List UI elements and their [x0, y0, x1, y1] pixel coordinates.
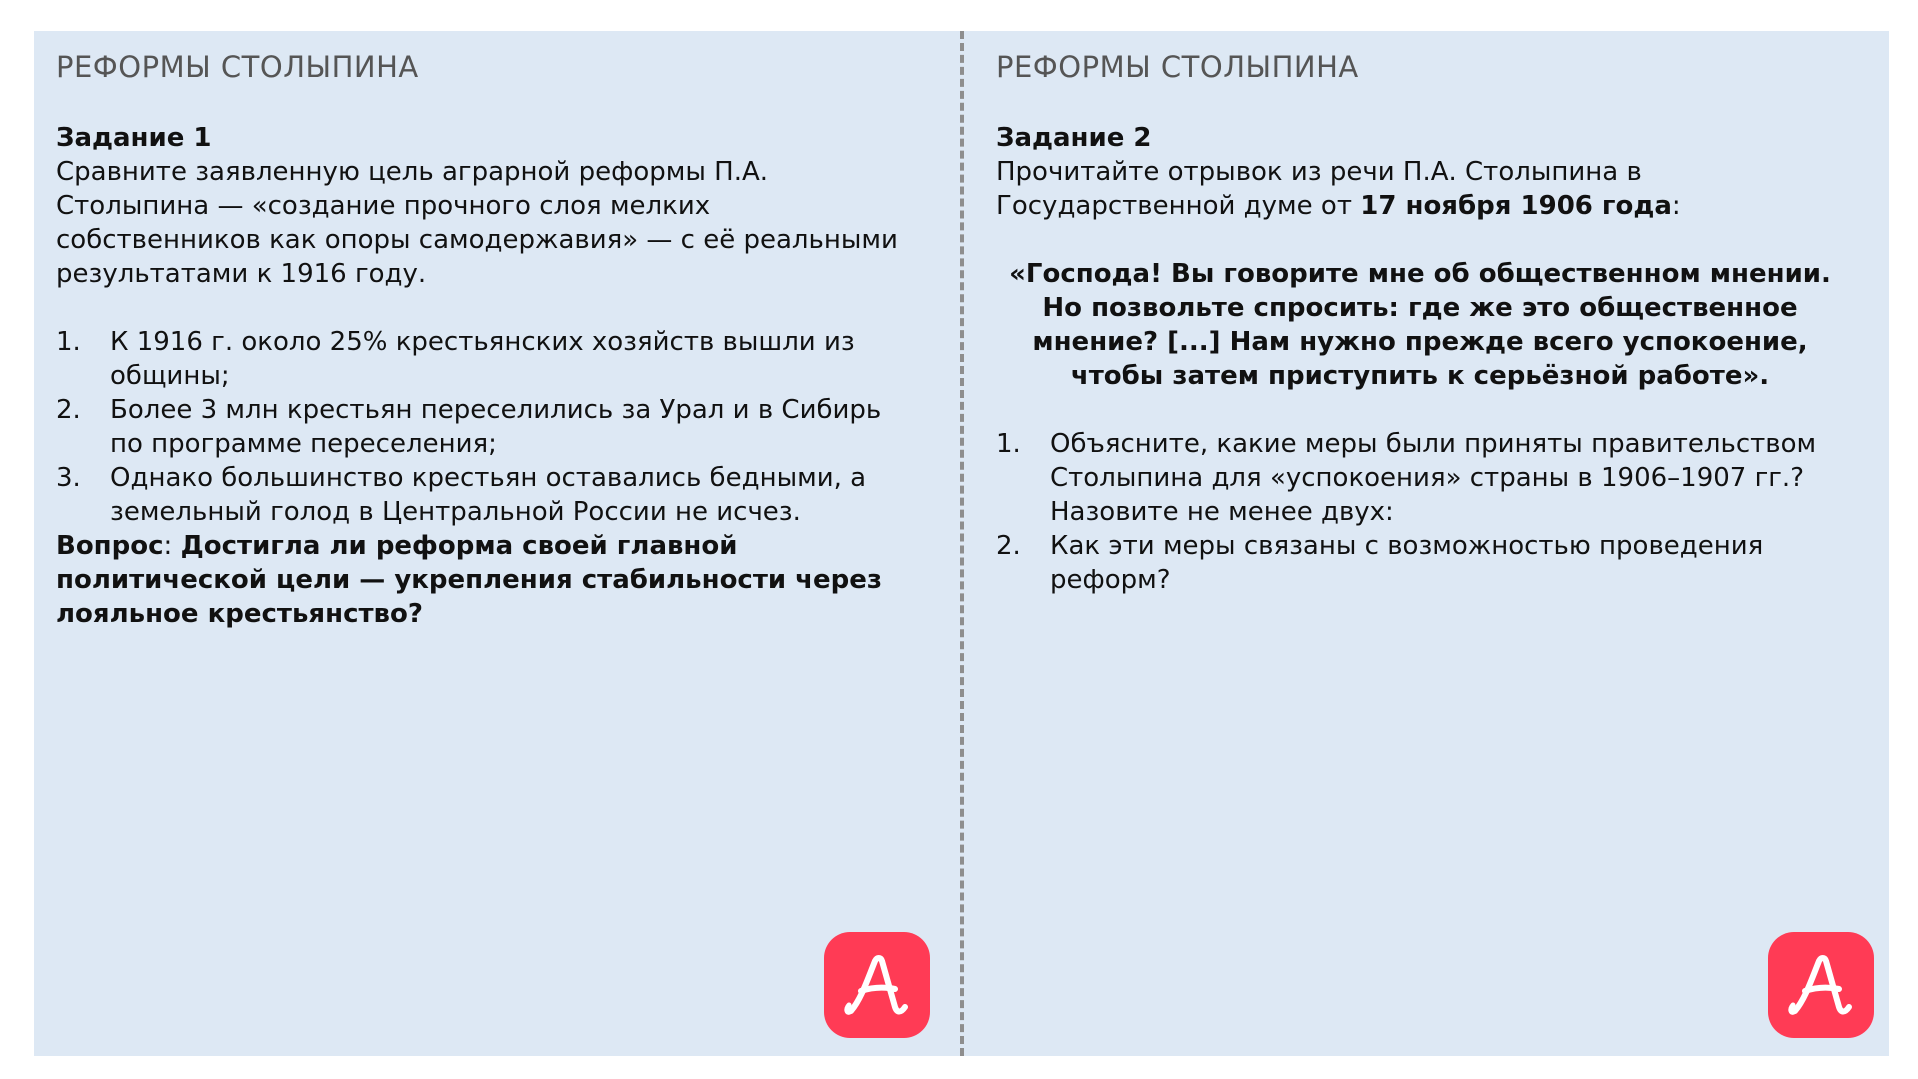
intro-prefix: Прочитайте отрывок из речи П.А. Столыпина в Государственной думе от [996, 156, 1642, 221]
list-item [56, 393, 904, 461]
list-item-text: Как эти меры связаны с возможностью проведения реформ? [1050, 530, 1764, 595]
list-item-text: К 1916 г. около 25% крестьянских хозяйств вышли из общины; [110, 326, 855, 391]
task-intro [996, 155, 1844, 223]
speech-date: 17 ноября 1906 года [1360, 190, 1672, 221]
dashed-cut-line [960, 31, 964, 1056]
card-title: РЕФОРМЫ СТОЛЫПИНА [996, 50, 1359, 84]
card-title: РЕФОРМЫ СТОЛЫПИНА [56, 50, 419, 84]
letter-a-logo-icon [1768, 932, 1874, 1038]
list-item [56, 461, 904, 529]
list-number: 1. [56, 326, 81, 357]
list-number: 3. [56, 462, 81, 493]
list-item [996, 529, 1844, 597]
question-text: Достигла ли реформа своей главной политической цели — укрепления стабильности через лояльное крестьянство? [56, 530, 883, 629]
speech-quote: «Господа! Вы говорите мне об общественном мнении. Но позвольте спросить: где же это общественное мнение? [...] Нам нужно прежде всего успокоение, чтобы затем приступить к серьёзной работе». [1009, 258, 1831, 391]
list-number: 1. [996, 428, 1021, 459]
task-card-1 [34, 31, 914, 1056]
task-intro: Сравните заявленную цель аграрной реформы П.А. Столыпина — «создание прочного слоя мелких собственников как опоры самодержавия» — с её реальными результатами к 1916 году. [56, 156, 898, 289]
list-number: 2. [996, 530, 1021, 561]
list-number: 2. [56, 394, 81, 425]
letter-a-logo-icon [824, 932, 930, 1038]
results-list [56, 325, 904, 529]
questions-list [996, 427, 1844, 597]
list-item-text: Объясните, какие меры были приняты правительством Столыпина для «успокоения» страны в 1906–1907 гг.? Назовите не менее двух: [1050, 428, 1817, 527]
task-heading: Задание 2 [996, 122, 1152, 153]
question-separator: : [163, 530, 181, 561]
list-item [56, 325, 904, 393]
task-card-2 [974, 31, 1854, 1056]
intro-suffix: : [1671, 190, 1681, 221]
list-item-text: Однако большинство крестьян оставались бедными, а земельный голод в Центральной России не исчез. [110, 462, 867, 527]
question-label: Вопрос [56, 530, 164, 561]
question [56, 529, 904, 631]
list-item [996, 427, 1844, 529]
list-item-text: Более 3 млн крестьян переселились за Урал и в Сибирь по программе переселения; [110, 394, 882, 459]
task-heading: Задание 1 [56, 122, 212, 153]
